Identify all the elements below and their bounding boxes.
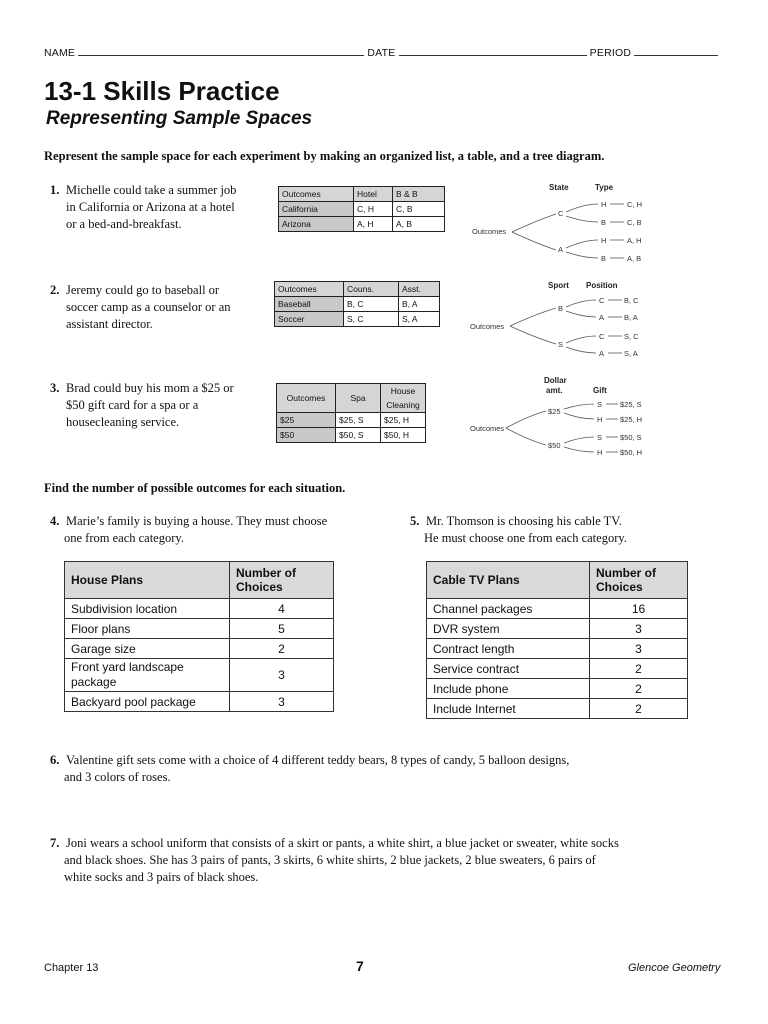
- table-cell: California: [279, 202, 354, 217]
- problem-text-line: soccer camp as a counselor or an: [66, 300, 231, 314]
- tree-node: C: [558, 209, 564, 218]
- tree-level1-header: amt.: [546, 386, 563, 395]
- plan-cell-line: Front yard landscape: [71, 660, 184, 674]
- problem-2: [50, 282, 231, 333]
- table-header: Hotel: [354, 187, 393, 202]
- tree-leaf: C: [599, 332, 605, 341]
- problem-text-line: He must choose one from each category.: [424, 531, 627, 545]
- table-cell: A, H: [354, 217, 393, 232]
- problem-text-line: assistant director.: [66, 317, 153, 331]
- tree-outcome: A, H: [627, 236, 642, 245]
- table-row: [427, 639, 688, 659]
- tree-root: Outcomes: [470, 424, 505, 433]
- name-blank[interactable]: [78, 46, 364, 56]
- table-cell: $25: [277, 413, 336, 428]
- page-subtitle: Representing Sample Spaces: [46, 108, 313, 129]
- table-header: Asst.: [399, 282, 440, 297]
- problem-text-line: white socks and 3 pairs of black shoes.: [64, 870, 259, 884]
- choices-cell: 3: [230, 659, 334, 692]
- tree-level2-header: Gift: [593, 386, 607, 395]
- problem-text-line: housecleaning service.: [66, 415, 180, 429]
- plan-cell: Subdivision location: [65, 599, 230, 619]
- tree-leaf: S: [597, 433, 603, 442]
- cable-tv-plans-table: [426, 561, 688, 719]
- table-cell: $25, S: [336, 413, 381, 428]
- tree-node: S: [558, 340, 564, 349]
- problem-text-line: Joni wears a school uniform that consists of a skirt or pants, a white shirt, a blue jacket or sweater, white socks: [66, 836, 619, 850]
- tree-branch: [564, 437, 594, 443]
- tree-branch: [510, 326, 556, 344]
- page-title: 13-1 Skills Practice: [44, 76, 280, 106]
- tree-outcome: $50, S: [620, 433, 642, 442]
- tree-outcome: C, H: [627, 200, 642, 209]
- tree-root: Outcomes: [472, 227, 507, 236]
- period-label: PERIOD: [589, 47, 632, 59]
- problem-number: 1.: [50, 183, 60, 197]
- problem-text-line: or a bed-and-breakfast.: [66, 217, 182, 231]
- choices-cell: 2: [590, 699, 688, 719]
- header-line: [44, 46, 724, 59]
- problem-text-line: Mr. Thomson is choosing his cable TV.: [426, 514, 622, 528]
- problem-5: [410, 513, 627, 547]
- problem-number: 2.: [50, 283, 60, 297]
- date-blank[interactable]: [399, 46, 587, 56]
- plan-cell: [65, 659, 230, 692]
- outcomes-table-1: [278, 186, 445, 232]
- tree-branch: [566, 240, 598, 248]
- table-header: Outcomes: [275, 282, 344, 297]
- tree-leaf: S: [597, 400, 603, 409]
- tree-outcome: $25, H: [620, 415, 643, 424]
- tree-leaf: A: [599, 349, 605, 358]
- tree-leaf: B: [601, 254, 607, 263]
- column-header: Cable TV Plans: [427, 562, 590, 599]
- tree-outcome: S, C: [624, 332, 639, 341]
- tree-outcome: B, A: [624, 313, 638, 322]
- column-header-line: Number of: [236, 566, 296, 580]
- tree-branch: [510, 308, 556, 326]
- plan-cell: Service contract: [427, 659, 590, 679]
- table-cell: B, C: [344, 297, 399, 312]
- date-label: DATE: [367, 47, 396, 59]
- column-header: [590, 562, 688, 599]
- problem-number: 5.: [410, 514, 420, 528]
- tree-diagram-1: [468, 178, 668, 264]
- problem-number: 3.: [50, 381, 60, 395]
- table-row: [427, 699, 688, 719]
- column-header-line: Choices: [596, 580, 643, 594]
- problem-text-line: Brad could buy his mom a $25 or: [66, 381, 234, 395]
- problem-text-line: Jeremy could go to baseball or: [66, 283, 220, 297]
- tree-node: $50: [548, 441, 561, 450]
- tree-level2-header: Position: [586, 281, 618, 290]
- tree-outcome: $25, S: [620, 400, 642, 409]
- plan-cell: Include phone: [427, 679, 590, 699]
- tree-node: A: [558, 245, 564, 254]
- tree-outcome: B, C: [624, 296, 639, 305]
- table-header: House Cleaning: [381, 384, 426, 413]
- instruction-find: Find the number of possible outcomes for each situation.: [44, 481, 346, 495]
- table-header: Outcomes: [277, 384, 336, 413]
- choices-cell: 2: [590, 679, 688, 699]
- problem-text-line: Valentine gift sets come with a choice of 4 different teddy bears, 8 types of candy, 5 balloon designs,: [66, 753, 570, 767]
- tree-branch: [506, 428, 546, 445]
- problem-number: 4.: [50, 514, 60, 528]
- table-row: [65, 692, 334, 712]
- tree-outcome: A, B: [627, 254, 642, 263]
- table-cell: S, C: [344, 312, 399, 327]
- tree-outcome: C, B: [627, 218, 642, 227]
- tree-branch: [506, 411, 546, 428]
- tree-leaf: C: [599, 296, 605, 305]
- table-cell: C, H: [354, 202, 393, 217]
- choices-cell: 3: [230, 692, 334, 712]
- column-header: [230, 562, 334, 599]
- problem-text-line: $50 gift card for a spa or a: [66, 398, 199, 412]
- plan-cell: Backyard pool package: [65, 692, 230, 712]
- table-header: Spa: [336, 384, 381, 413]
- tree-branch: [564, 447, 594, 452]
- plan-cell: Floor plans: [65, 619, 230, 639]
- problem-1: [50, 182, 236, 233]
- tree-level2-header: Type: [595, 183, 614, 192]
- problem-6: [50, 752, 569, 786]
- column-header-line: Number of: [596, 566, 656, 580]
- tree-diagram-2: [466, 276, 666, 360]
- table-header: Couns.: [344, 282, 399, 297]
- choices-cell: 4: [230, 599, 334, 619]
- table-cell: S, A: [399, 312, 440, 327]
- problem-4: [50, 513, 327, 547]
- tree-node: B: [558, 304, 564, 313]
- tree-leaf: H: [597, 448, 603, 457]
- plan-cell: Garage size: [65, 639, 230, 659]
- table-cell: Baseball: [275, 297, 344, 312]
- plan-cell: DVR system: [427, 619, 590, 639]
- choices-cell: 2: [590, 659, 688, 679]
- outcomes-table-2: [274, 281, 440, 327]
- table-cell: $50, H: [381, 428, 426, 443]
- tree-leaf: H: [597, 415, 603, 424]
- tree-leaf: A: [599, 313, 605, 322]
- tree-branch: [512, 232, 556, 250]
- table-header: B & B: [393, 187, 445, 202]
- footer-chapter: Chapter 13: [44, 962, 99, 974]
- tree-branch: [566, 347, 596, 353]
- problem-text-line: one from each category.: [64, 531, 184, 545]
- choices-cell: 3: [590, 639, 688, 659]
- problem-text-line: and 3 colors of roses.: [64, 770, 171, 784]
- table-cell: B, A: [399, 297, 440, 312]
- column-header-line: Choices: [236, 580, 283, 594]
- tree-leaf: H: [601, 236, 607, 245]
- table-row: [427, 679, 688, 699]
- table-cell: Arizona: [279, 217, 354, 232]
- outcomes-table-3: [276, 383, 426, 443]
- table-cell: $50: [277, 428, 336, 443]
- tree-branch: [566, 204, 598, 212]
- problem-number: 7.: [50, 836, 60, 850]
- table-row: [65, 619, 334, 639]
- choices-cell: 5: [230, 619, 334, 639]
- period-blank[interactable]: [634, 46, 718, 56]
- tree-branch: [564, 404, 594, 409]
- plan-cell: Include Internet: [427, 699, 590, 719]
- column-header: House Plans: [65, 562, 230, 599]
- choices-cell: 16: [590, 599, 688, 619]
- choices-cell: 3: [590, 619, 688, 639]
- table-row: [65, 599, 334, 619]
- instruction-represent: Represent the sample space for each experiment by making an organized list, a table, and a tree diagram.: [44, 149, 605, 163]
- tree-level1-header: State: [549, 183, 569, 192]
- plan-cell: Contract length: [427, 639, 590, 659]
- tree-branch: [566, 252, 598, 258]
- tree-branch: [566, 311, 596, 317]
- footer-publisher: Glencoe Geometry: [628, 962, 721, 974]
- plan-cell-line: package: [71, 675, 117, 689]
- problem-text-line: Marie’s family is buying a house. They must choose: [66, 514, 328, 528]
- tree-outcome: S, A: [624, 349, 638, 358]
- table-row: [427, 619, 688, 639]
- table-row: [427, 659, 688, 679]
- tree-level1-header: Sport: [548, 281, 569, 290]
- problem-text-line: Michelle could take a summer job: [66, 183, 237, 197]
- table-cell: $50, S: [336, 428, 381, 443]
- name-label: NAME: [44, 47, 76, 59]
- footer-page-number: 7: [356, 958, 364, 974]
- choices-cell: 2: [230, 639, 334, 659]
- tree-branch: [512, 214, 556, 232]
- tree-root: Outcomes: [470, 322, 505, 331]
- table-cell: C, B: [393, 202, 445, 217]
- house-plans-table: [64, 561, 334, 712]
- tree-branch: [566, 300, 596, 307]
- table-header: Outcomes: [279, 187, 354, 202]
- tree-diagram-3: [466, 374, 666, 458]
- tree-branch: [566, 216, 598, 222]
- tree-node: $25: [548, 407, 561, 416]
- tree-outcome: $50, H: [620, 448, 643, 457]
- tree-branch: [564, 413, 594, 419]
- table-cell: A, B: [393, 217, 445, 232]
- plan-cell: Channel packages: [427, 599, 590, 619]
- table-cell: $25, H: [381, 413, 426, 428]
- problem-text-line: and black shoes. She has 3 pairs of pants, 3 skirts, 6 white shirts, 2 blue jackets, 2 blue sweaters, 6 pairs of: [64, 853, 596, 867]
- tree-branch: [566, 336, 596, 343]
- problem-7: [50, 835, 619, 886]
- table-row: [427, 599, 688, 619]
- table-row: [65, 659, 334, 692]
- table-row: [65, 639, 334, 659]
- table-cell: Soccer: [275, 312, 344, 327]
- tree-level1-header: Dollar: [544, 376, 567, 385]
- problem-number: 6.: [50, 753, 60, 767]
- tree-leaf: H: [601, 200, 607, 209]
- problem-3: [50, 380, 234, 431]
- tree-leaf: B: [601, 218, 607, 227]
- problem-text-line: in California or Arizona at a hotel: [66, 200, 235, 214]
